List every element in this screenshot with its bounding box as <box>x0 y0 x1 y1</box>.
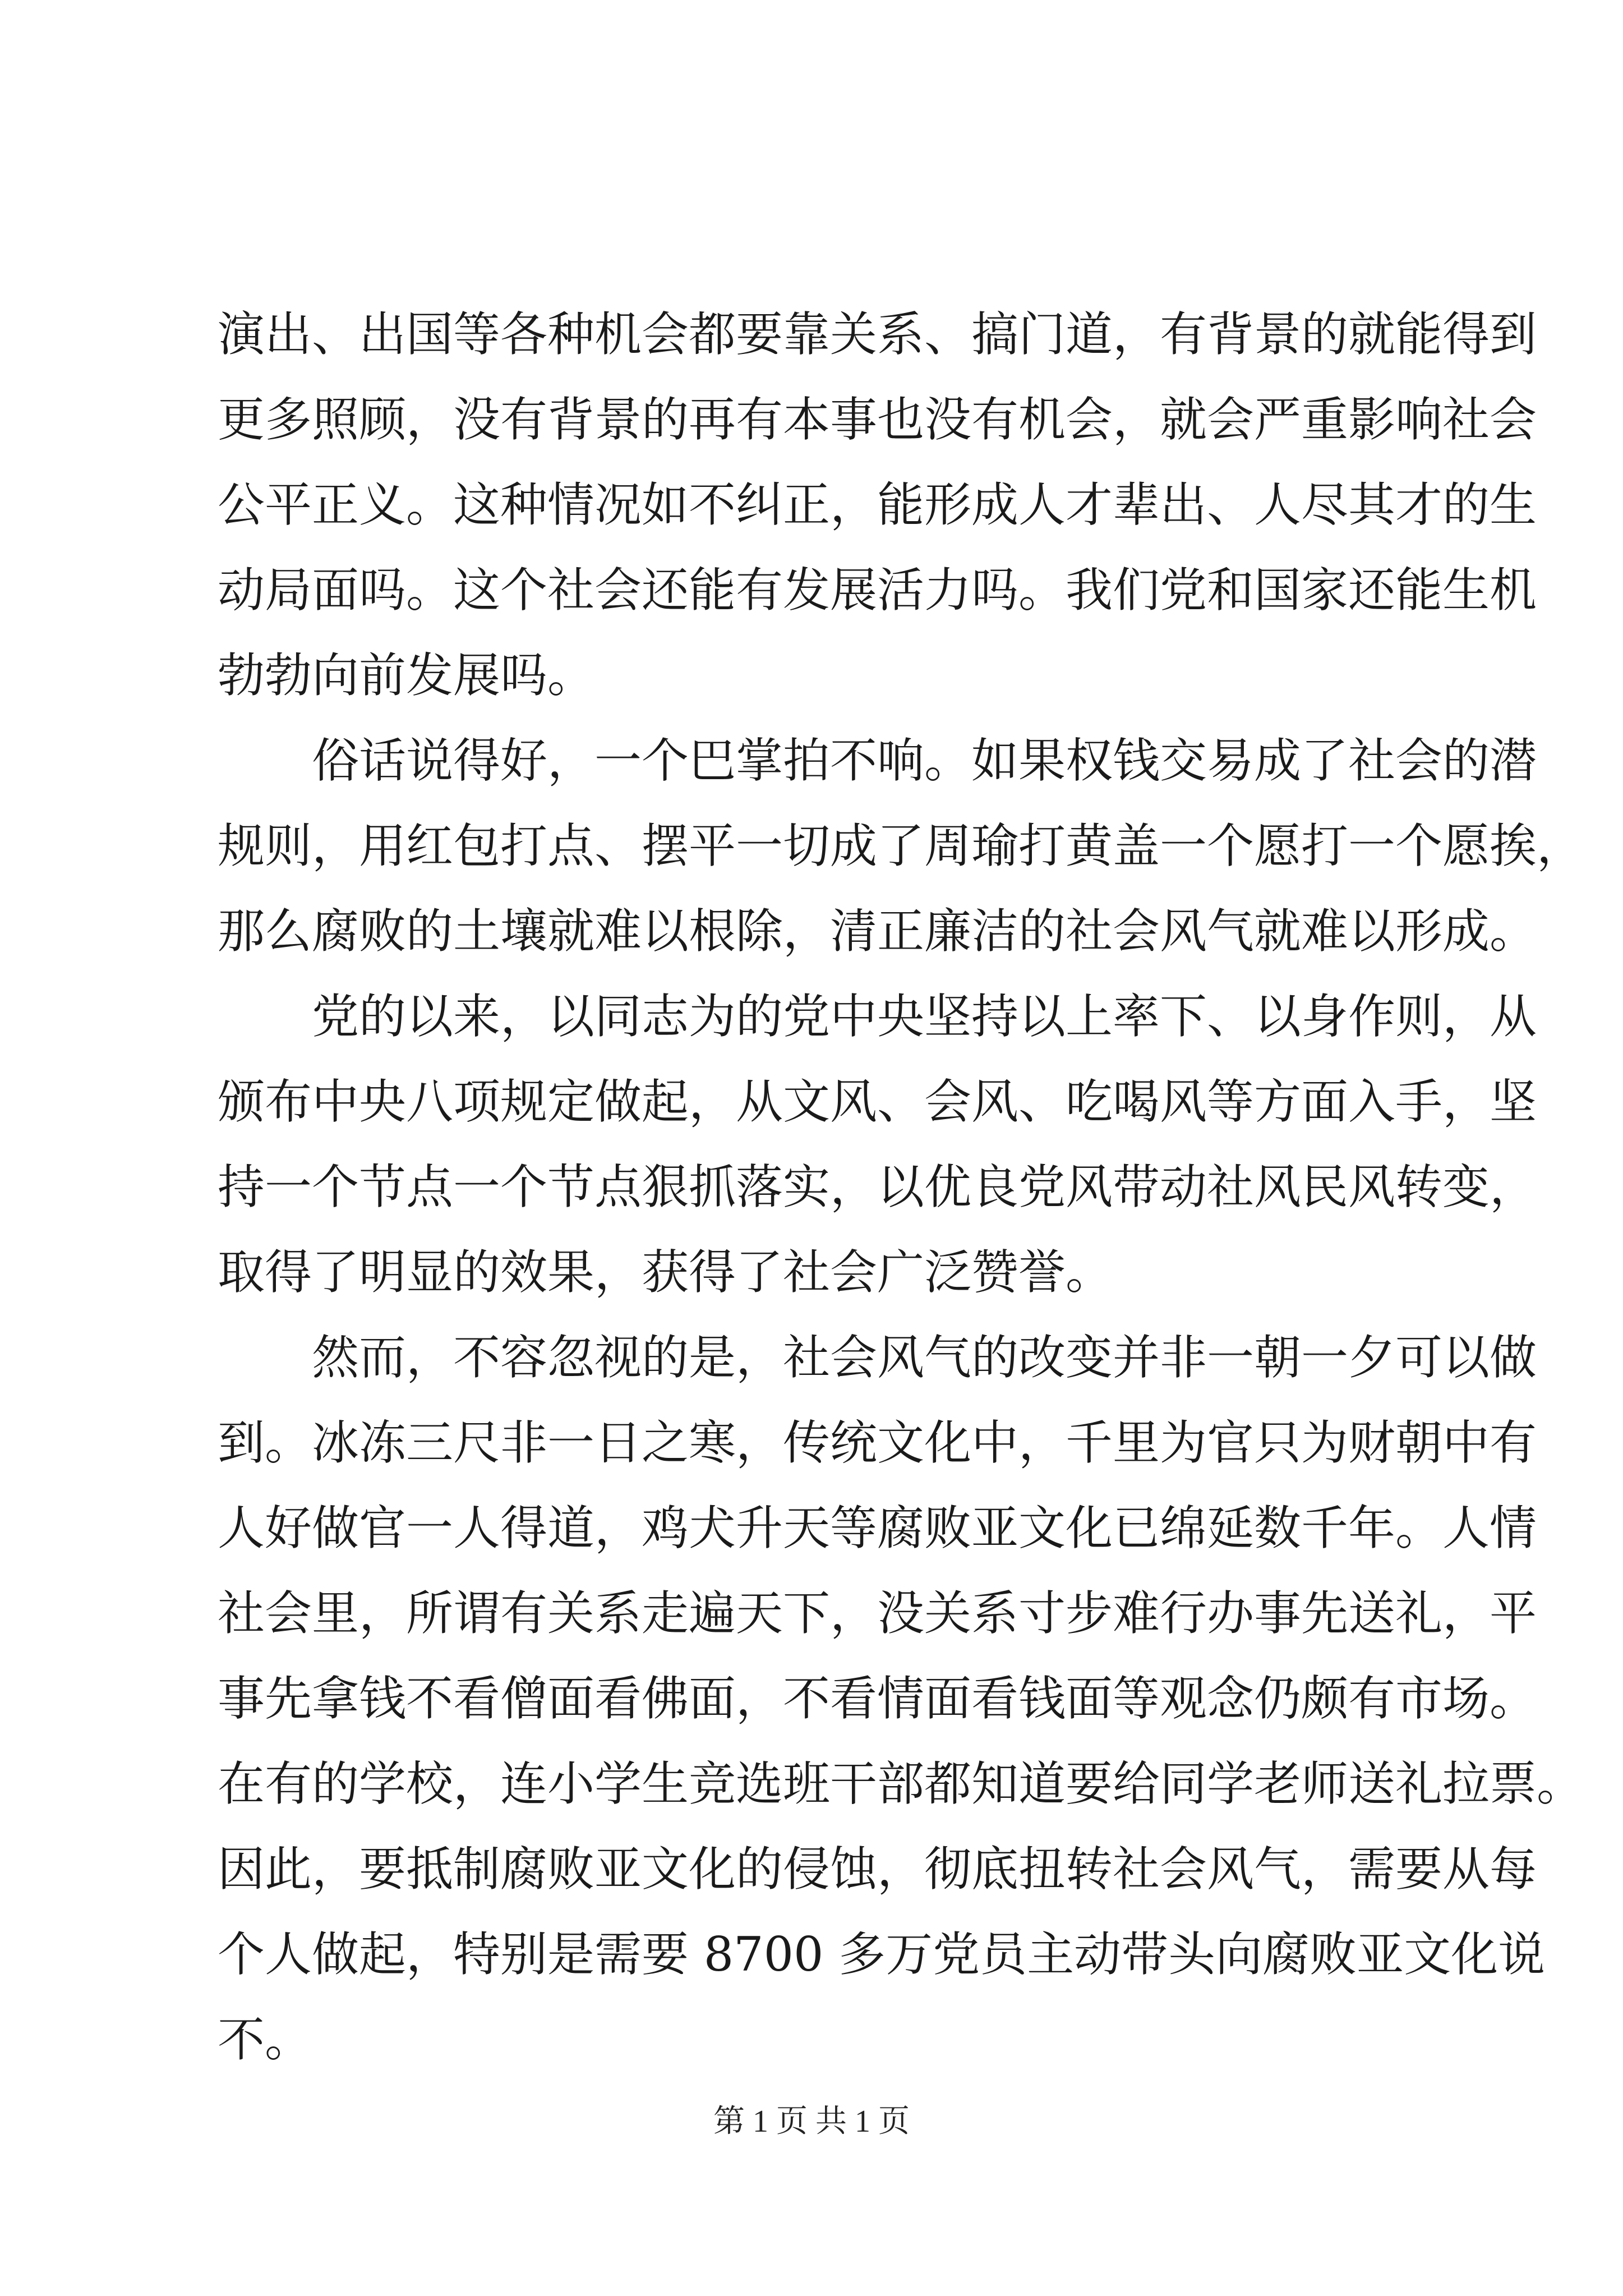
text-line: 事先拿钱不看僧面看佛面，不看情面看钱面等观念仍颇有市场。 <box>218 1671 1537 1726</box>
text-line: 更多照顾，没有背景的再有本事也没有机会，就会严重影响社会 <box>218 392 1537 447</box>
text-line: 规则，用红包打点、摆平一切成了周瑜打黄盖一个愿打一个愿挨， <box>218 818 1584 873</box>
paragraph-2 <box>218 718 1584 974</box>
text-line: 社会里，所谓有关系走遍天下，没关系寸步难行办事先送礼，平 <box>218 1586 1537 1641</box>
text-line: 取得了明显的效果，获得了社会广泛赞誉。 <box>218 1245 1113 1300</box>
text-line: 俗话说得好，一个巴掌拍不响。如果权钱交易成了社会的潜 <box>312 733 1537 788</box>
text-line: 然而，不容忽视的是，社会风气的改变并非一朝一夕可以做 <box>312 1330 1537 1385</box>
text-line: 公平正义。这种情况如不纠正，能形成人才辈出、人尽其才的生 <box>218 477 1537 532</box>
text-line: 颁布中央八项规定做起，从文风、会风、吃喝风等方面入手，坚 <box>218 1074 1537 1129</box>
text-line: 因此，要抵制腐败亚文化的侵蚀，彻底扭转社会风气，需要从每 <box>218 1842 1537 1897</box>
text-line: 勃勃向前发展吗。 <box>218 648 595 703</box>
text-line: 不。 <box>218 2012 312 2067</box>
text-line: 在有的学校，连小学生竞选班干部都知道要给同学老师送礼拉票。 <box>218 1756 1584 1811</box>
paragraph-3 <box>218 974 1537 1315</box>
paragraph-4 <box>218 1315 1584 2082</box>
document-body <box>218 292 1584 2082</box>
text-line: 演出、出国等各种机会都要靠关系、搞门道，有背景的就能得到 <box>218 307 1537 362</box>
text-line: 到。冰冻三尺非一日之寒，传统文化中，千里为官只为财朝中有 <box>218 1415 1537 1470</box>
text-line: 党的以来，以同志为的党中央坚持以上率下、以身作则，从 <box>312 989 1537 1044</box>
text-line: 个人做起，特别是需要 8700 多万党员主动带头向腐败亚文化说 <box>218 1927 1546 1982</box>
text-line: 人好做官一人得道，鸡犬升天等腐败亚文化已绵延数千年。人情 <box>218 1501 1537 1556</box>
text-line: 动局面吗。这个社会还能有发展活力吗。我们党和国家还能生机 <box>218 563 1537 618</box>
page-footer: 第 1 页 共 1 页 <box>713 2104 910 2139</box>
text-line: 那么腐败的土壤就难以根除，清正廉洁的社会风气就难以形成。 <box>218 904 1537 959</box>
text-line: 持一个节点一个节点狠抓落实，以优良党风带动社风民风转变， <box>218 1159 1537 1214</box>
paragraph-1 <box>218 292 1537 718</box>
